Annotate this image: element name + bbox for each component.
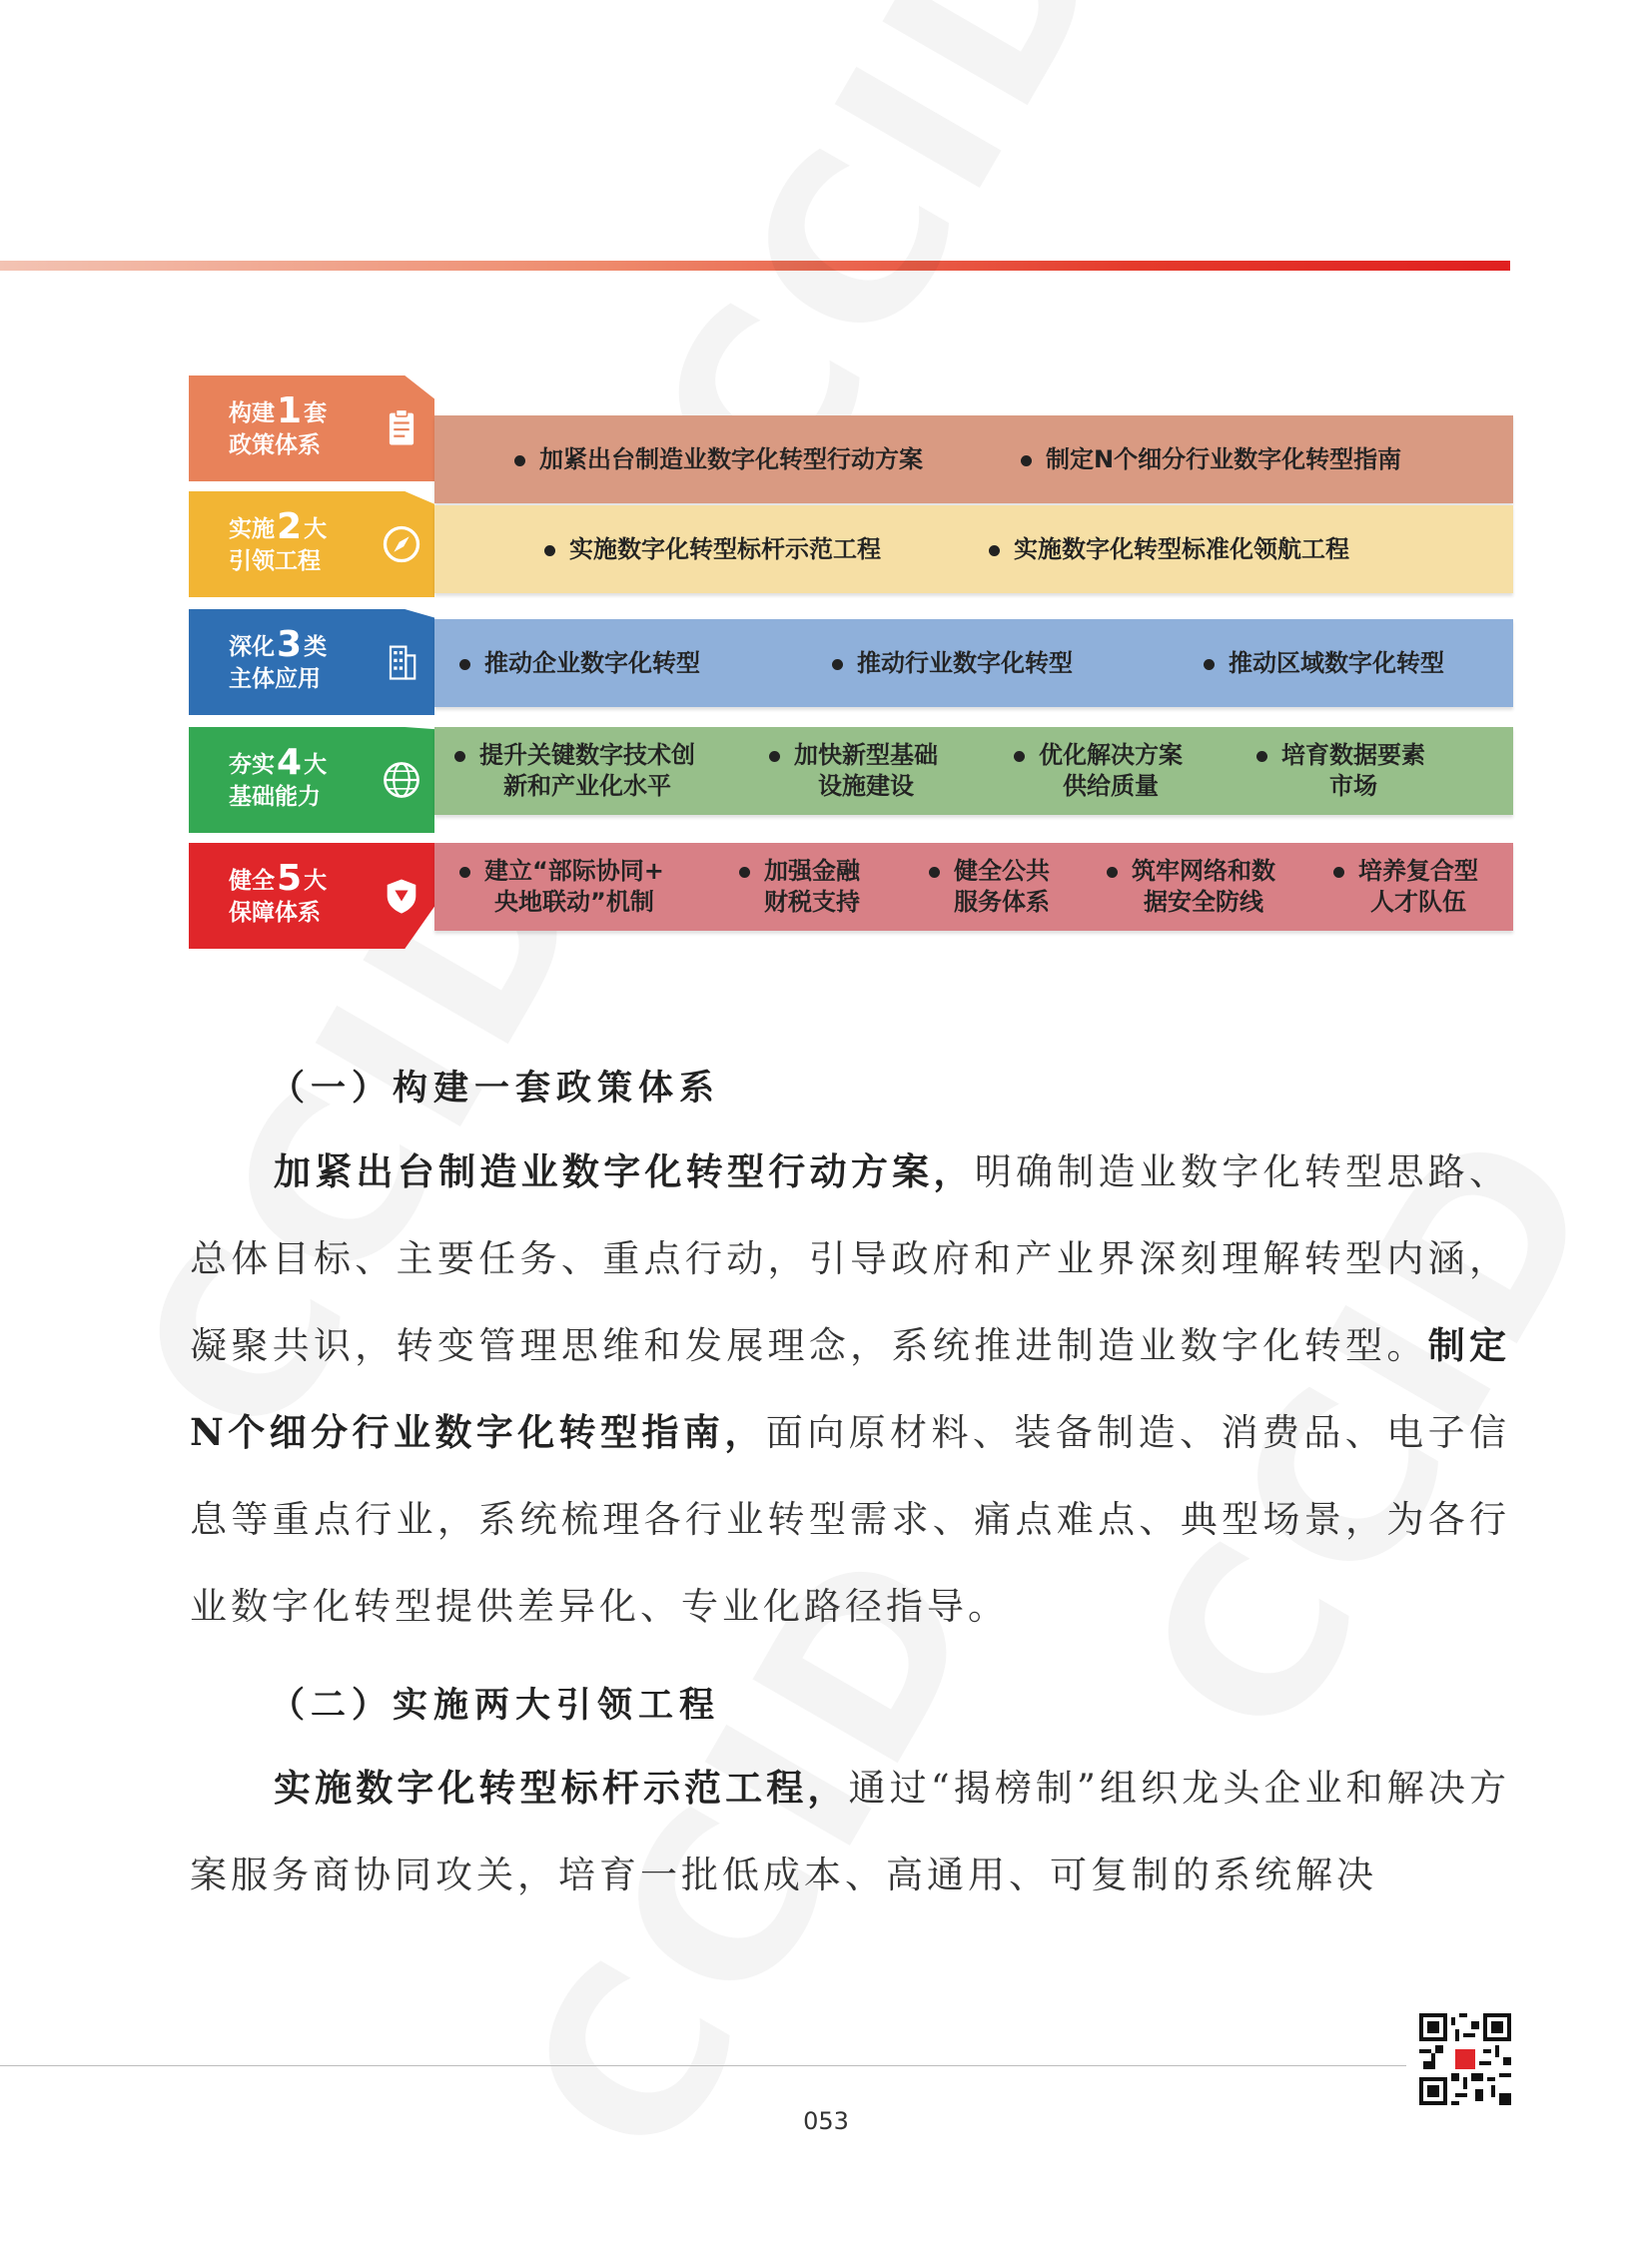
- list-item: 建立“部际协同+ 央地联动”机制: [459, 856, 664, 918]
- section-heading: （二）实施两大引领工程: [270, 1685, 721, 1726]
- bold-phrase: 实施数字化转型标杆示范工程，: [274, 1766, 849, 1810]
- list-item: 推动行业数字化转型: [832, 648, 1073, 679]
- list-item: 培养复合型 人才队伍: [1333, 856, 1478, 918]
- list-item: 加强金融 财税支持: [739, 856, 860, 918]
- list-item: 优化解决方案 供给质量: [1014, 740, 1183, 802]
- row-content-bar: [434, 843, 1513, 931]
- qr-code-icon: [1419, 2013, 1511, 2105]
- row-label: 构建1套 政策体系: [189, 375, 369, 481]
- row-label: 健全5大 保障体系: [189, 843, 369, 949]
- building-icon: [369, 609, 434, 715]
- row-content-bar: [434, 619, 1513, 707]
- paragraph: 加紧出台制造业数字化转型行动方案，明确制造业数字化转型思路、总体目标、主要任务、重点行动，引导政府和产业界深刻理解转型内涵，凝聚共识，转变管理思维和发展理念，系统推进制造业数字化转型。制定N个细分行业数字化转型指南，面向原材料、装备制造、消费品、电子信息等重点行业，系统梳理各行业转型需求、痛点难点、典型场景，为各行业数字化转型提供差异化、专业化路径指导。: [190, 1149, 1511, 1628]
- footer-rule: [0, 2065, 1406, 2066]
- row-label: 深化3类 主体应用: [189, 609, 369, 715]
- globe-icon: [369, 727, 434, 833]
- paragraph: 实施数字化转型标杆示范工程，通过“揭榜制”组织龙头企业和解决方案服务商协同攻关，培育一批低成本、高通用、可复制的系统解决: [190, 1766, 1510, 1896]
- list-item: 加快新型基础 设施建设: [769, 740, 938, 802]
- row-label: 夯实4大 基础能力: [189, 727, 369, 833]
- list-item: 筑牢网络和数 据安全防线: [1107, 856, 1275, 918]
- list-item: 实施数字化转型标准化领航工程: [989, 534, 1349, 565]
- section-heading: （一）构建一套政策体系: [270, 1068, 721, 1109]
- list-item: 培育数据要素 市场: [1256, 740, 1425, 802]
- row-label: 实施2大 引领工程: [189, 491, 369, 597]
- bold-phrase: 加紧出台制造业数字化转型行动方案，: [274, 1149, 975, 1193]
- row-content-bar: [434, 415, 1513, 503]
- list-item: 提升关键数字技术创 新和产业化水平: [454, 740, 695, 802]
- list-item: 健全公共 服务体系: [929, 856, 1050, 918]
- compass-icon: [369, 491, 434, 597]
- list-item: 实施数字化转型标杆示范工程: [544, 534, 881, 565]
- list-item: 制定N个细分行业数字化转型指南: [1021, 444, 1401, 475]
- row-content-bar: [434, 727, 1513, 815]
- page-number: 053: [803, 2107, 849, 2135]
- shield-icon: [369, 843, 434, 949]
- bold-phrase: 制定N个细分行业数字化转型指南，: [190, 1323, 1511, 1454]
- clipboard-icon: [369, 375, 434, 481]
- policy-framework-diagram: [0, 0, 1652, 999]
- list-item: 加紧出台制造业数字化转型行动方案: [514, 444, 923, 475]
- row-content-bar: [434, 505, 1513, 593]
- list-item: 推动企业数字化转型: [459, 648, 700, 679]
- list-item: 推动区域数字化转型: [1204, 648, 1444, 679]
